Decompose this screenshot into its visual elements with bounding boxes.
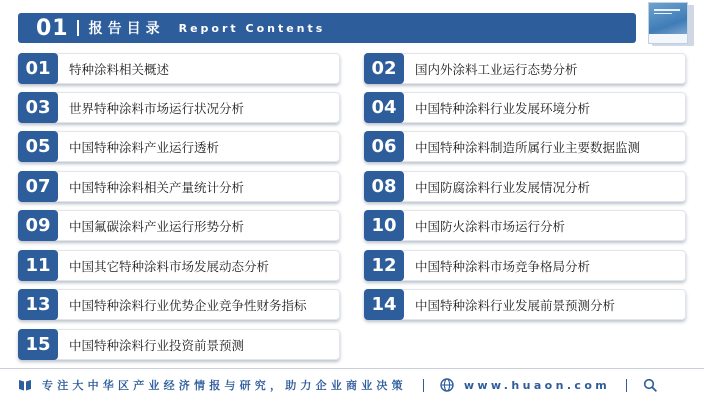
footer-separator xyxy=(626,379,627,392)
book-icon xyxy=(18,378,32,392)
toc-item-label: 中国特种涂料制造所属行业主要数据监测 xyxy=(415,139,641,155)
toc-item-number: 07 xyxy=(18,171,58,202)
toc-item-number: 06 xyxy=(364,131,404,162)
toc-item-number: 02 xyxy=(364,53,404,84)
toc-item-05[interactable] xyxy=(18,131,340,162)
footer-divider xyxy=(0,368,704,369)
toc-item-label: 中国特种涂料行业投资前景预测 xyxy=(69,337,245,353)
toc-item-10[interactable] xyxy=(364,210,686,241)
toc-item-number: 09 xyxy=(18,210,58,241)
toc-item-07[interactable] xyxy=(18,171,340,202)
toc-item-number: 10 xyxy=(364,210,404,241)
toc-item-label: 中国防腐涂料行业发展情况分析 xyxy=(415,179,591,195)
toc-item-label: 中国特种涂料行业发展环境分析 xyxy=(415,100,591,116)
toc-item-number: 14 xyxy=(364,289,404,320)
cover-foot xyxy=(649,34,687,43)
section-header xyxy=(18,13,636,43)
toc-item-number: 01 xyxy=(18,53,58,84)
toc-item-12[interactable] xyxy=(364,250,686,281)
header-divider xyxy=(77,20,79,36)
footer-slogan: 专注大中华区产业经济情报与研究，助力企业商业决策 xyxy=(42,379,407,392)
book-front-cover xyxy=(648,2,688,44)
toc-item-08[interactable] xyxy=(364,171,686,202)
toc-item-number: 15 xyxy=(18,329,58,360)
toc-item-label: 世界特种涂料市场运行状况分析 xyxy=(69,100,245,116)
toc-item-label: 中国特种涂料行业发展前景预测分析 xyxy=(415,297,616,313)
toc-item-number: 03 xyxy=(18,92,58,123)
toc-item-label: 特种涂料相关概述 xyxy=(69,61,170,77)
toc-item-14[interactable] xyxy=(364,289,686,320)
toc-item-11[interactable] xyxy=(18,250,340,281)
toc-item-03[interactable] xyxy=(18,92,340,123)
toc-item-number: 13 xyxy=(18,289,58,320)
toc-item-number: 12 xyxy=(364,250,404,281)
toc-item-label: 中国氟碳涂料产业运行形势分析 xyxy=(69,218,245,234)
toc-item-09[interactable] xyxy=(18,210,340,241)
footer-website-link[interactable]: www.huaon.com xyxy=(463,378,611,392)
toc-item-04[interactable] xyxy=(364,92,686,123)
toc-item-number: 08 xyxy=(364,171,404,202)
toc-item-13[interactable] xyxy=(18,289,340,320)
section-number: 01 xyxy=(36,15,69,41)
footer-separator xyxy=(423,379,424,392)
report-cover-thumbnail xyxy=(648,2,694,46)
search-icon[interactable] xyxy=(643,378,657,392)
toc-item-label: 中国其它特种涂料市场发展动态分析 xyxy=(69,258,270,274)
toc-item-label: 中国特种涂料相关产量统计分析 xyxy=(69,179,245,195)
toc-item-number: 11 xyxy=(18,250,58,281)
toc-item-number: 05 xyxy=(18,131,58,162)
toc-item-label: 中国特种涂料市场竞争格局分析 xyxy=(415,258,591,274)
toc-item-label: 国内外涂料工业运行态势分析 xyxy=(415,61,578,77)
toc-item-label: 中国特种涂料产业运行透析 xyxy=(69,139,220,155)
toc-item-06[interactable] xyxy=(364,131,686,162)
footer xyxy=(18,376,694,394)
toc-item-label: 中国特种涂料行业优势企业竞争性财务指标 xyxy=(69,297,307,313)
toc-item-label: 中国防火涂料市场运行分析 xyxy=(415,218,566,234)
toc-item-01[interactable] xyxy=(18,53,340,84)
cover-stripe xyxy=(654,13,672,14)
section-subtitle: Report Contents xyxy=(178,21,326,35)
toc-item-02[interactable] xyxy=(364,53,686,84)
toc-item-number: 04 xyxy=(364,92,404,123)
cover-stripe xyxy=(654,9,680,11)
section-title: 报告目录 xyxy=(88,21,165,37)
globe-icon xyxy=(440,378,454,392)
toc-item-15[interactable] xyxy=(18,329,340,360)
